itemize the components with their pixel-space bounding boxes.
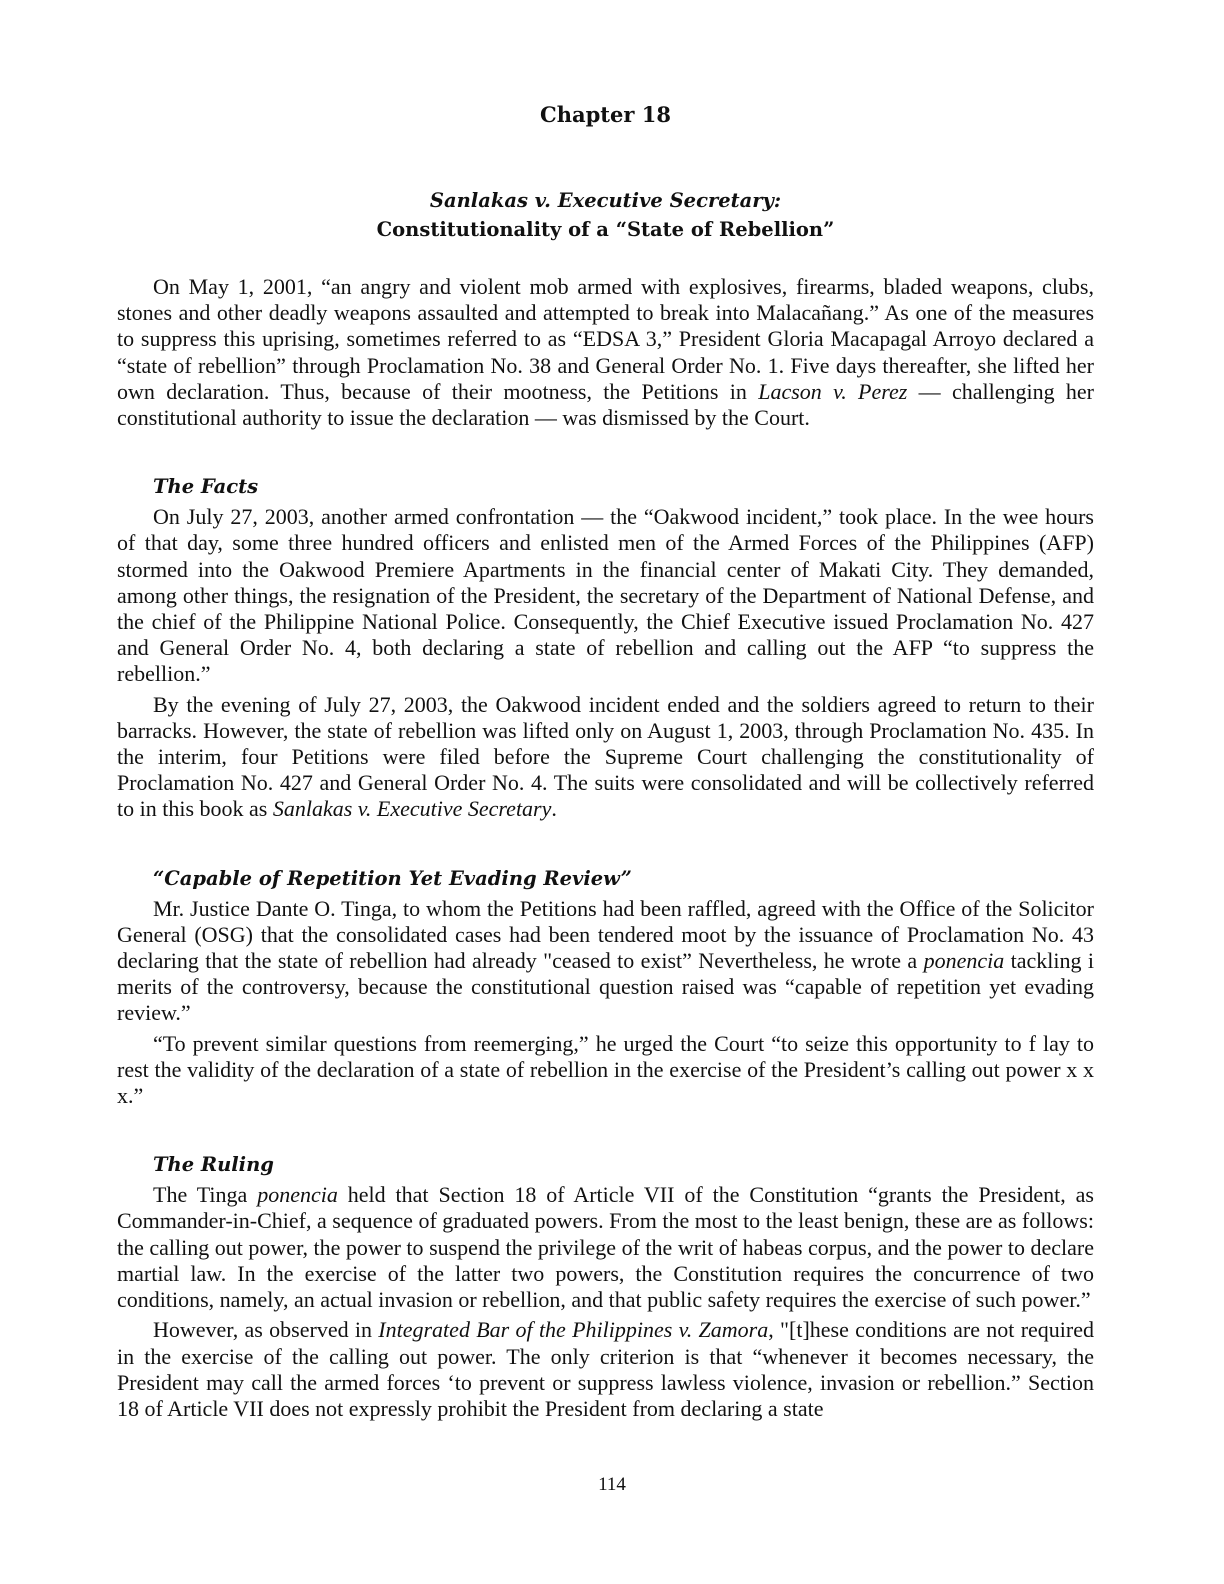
facts-heading: The Facts (153, 475, 259, 499)
case-citation-lacson: Lacson v. Perez (758, 378, 908, 404)
case-citation-sanlakas: Sanlakas v. Executive Secretary (272, 796, 552, 822)
capable-p1-text-2: tackling i merits of the controversy, because the constitutional question raised was “capable of repetition yet evading review.” (117, 948, 1094, 1026)
document-page (117, 100, 1094, 1426)
ruling-p2-text-2: , "[t]hese conditions are not required in the exercise of the calling out power. The only criterion is that “whenever it becomes necessary, the President may call the armed forces ‘to prevent or suppress lawless violence, invasion or rebellion.” Section 18 of Article VII does not expressly prohibit the President from declaring a state (117, 1317, 1094, 1421)
capable-p1-text-1: Mr. Justice Dante O. Tinga, to whom the Petitions had been raffled, agreed with the Office of the Solicitor General (OSG) that the consolidated cases had been tendered moot by the issuance of Proclamation No. 43 declaring that the state of rebellion had already "ceased to exist” Nevertheless, he wrote a (117, 895, 1094, 974)
ruling-p1-text-2: held that Section 18 of Article VII of the Constitution “grants the President, as Commander-in-Chief, a sequence of graduated powers. From the most to the least benign, these are as follows: the calling out power, the power to suspend the privilege of the writ of habeas corpus, and the power to declare martial law. In the exercise of the latter two powers, the Constitution requires the concurrence of two conditions, namely, an actual invasion or rebellion, and that public safety requires the exercise of such power.” (117, 1182, 1094, 1313)
facts-p2-text-1: By the evening of July 27, 2003, the Oakwood incident ended and the soldiers agreed to return to their barracks. However, the state of rebellion was lifted only on August 1, 2003, through Proclamation No. 435. In the interim, four Petitions were filed before the Supreme Court challenging the constitutionality of Proclamation No. 427 and General Order No. 4. The suits were consolidated and will be collectively referred to in this book as (117, 691, 1094, 822)
ruling-p1-text-1: The Tinga (153, 1182, 258, 1208)
ponencia-term: ponencia (257, 1182, 338, 1208)
case-title-line-1: Sanlakas v. Executive Secretary: (429, 189, 782, 212)
facts-paragraph-1: On July 27, 2003, another armed confrontation — the “Oakwood incident,” took place. In the wee hours of that day, some three hundred officers and enlisted men of the Armed Forces of the Philippines (AFP) stormed into the Oakwood Premiere Apartments in the financial center of Makati City. They demanded, among other things, the resignation of the President, the secretary of the Department of National Defense, and the chief of the Philippine National Police. Consequently, the Chief Executive issued Proclamation No. 427 and General Order No. 4, both declaring a state of rebellion and calling out the AFP “to suppress the rebellion.” (117, 504, 1094, 687)
intro-paragraph (117, 274, 1094, 431)
facts-paragraph-2 (117, 692, 1094, 823)
ruling-paragraph-1 (117, 1182, 1094, 1313)
intro-text-2: — challenging her constitutional authority to issue the declaration — was dismissed by the Court. (117, 378, 1095, 431)
ponencia-term: ponencia (923, 948, 1005, 974)
page-number: 114 (598, 1474, 626, 1495)
capable-paragraph-2: “To prevent similar questions from reemerging,” he urged the Court “to seize this opportunity to f lay to rest the validity of the declaration of a state of rebellion in the exercise of the President’s calling out power x x x.” (117, 1030, 1094, 1109)
case-title-line-2: Constitutionality of a “State of Rebellion” (376, 218, 835, 241)
chapter-title: Chapter 18 (540, 102, 671, 127)
ruling-paragraph-2 (117, 1317, 1094, 1422)
case-title (117, 186, 1094, 244)
intro-text-1: On May 1, 2001, “an angry and violent mob armed with explosives, firearms, bladed weapons, clubs, stones and other deadly weapons assaulted and attempted to break into Malacañang.” As one of the measures to suppress this uprising, sometimes referred to as “EDSA 3,” President Gloria Macapagal Arroyo declared a “state of rebellion” through Proclamation No. 38 and General Order No. 1. Five days thereafter, she lifted her own declaration. Thus, because of their mootness, the Petitions in (117, 274, 1094, 404)
ruling-p2-text-1: However, as observed in (153, 1317, 379, 1343)
capable-paragraph-1 (117, 896, 1094, 1027)
capable-heading: “Capable of Repetition Yet Evading Review” (153, 866, 632, 890)
facts-p2-text-2: . (551, 796, 557, 822)
ruling-heading: The Ruling (153, 1153, 274, 1177)
case-citation-ibp: Integrated Bar of the Philippines v. Zamora (378, 1317, 769, 1343)
